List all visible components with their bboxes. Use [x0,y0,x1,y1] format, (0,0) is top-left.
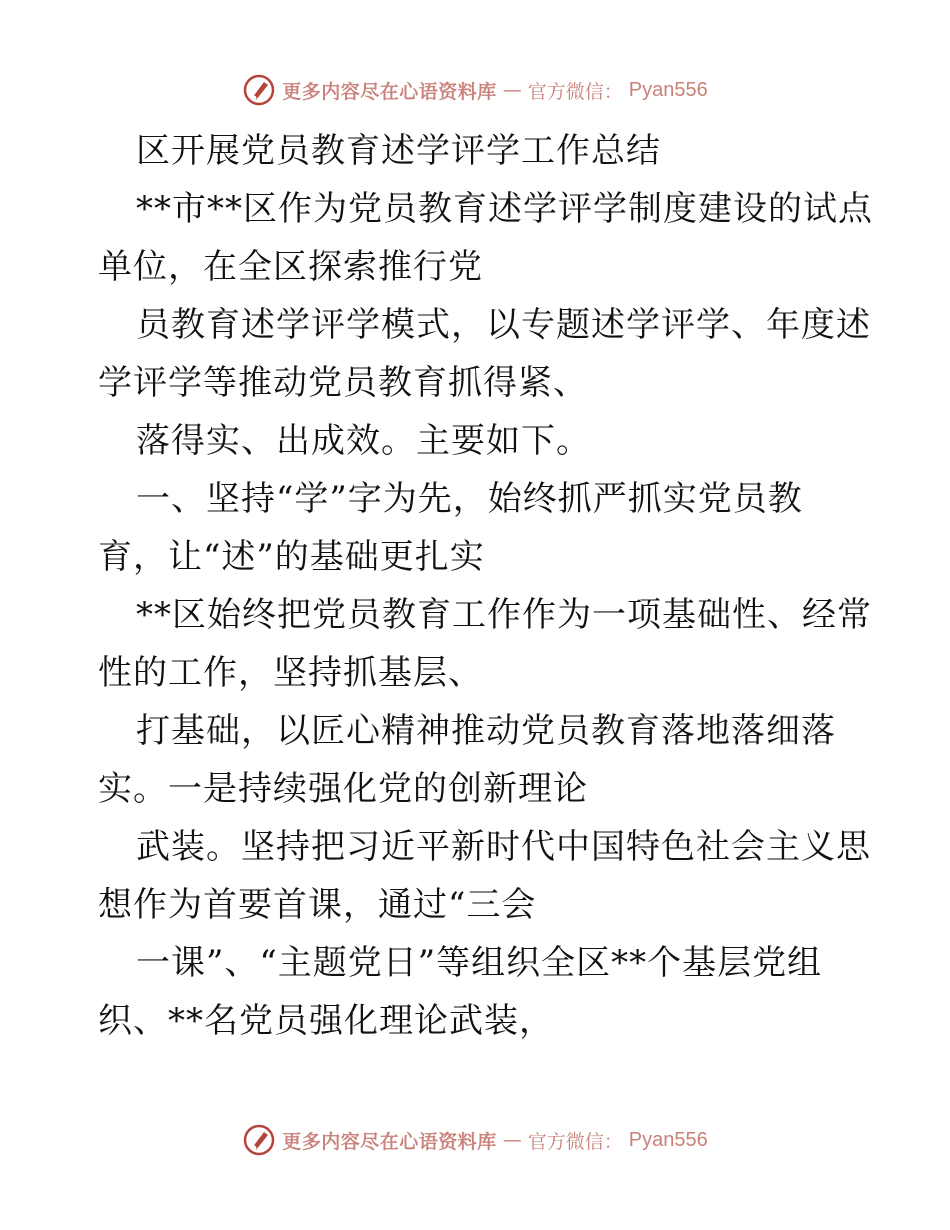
text-line: 育，让“述”的基础更扎实 [98,537,485,577]
watermark-separator: — [502,79,522,101]
fountain-pen-logo-icon [242,73,276,107]
watermark-wechat-label: 官方微信： [527,80,623,103]
watermark-separator: — [502,1129,522,1151]
text-line: 员教育述学评学模式，以专题述学评学、年度述 [136,305,871,345]
text-line: 性的工作，坚持抓基层、 [98,653,483,693]
text-line: **市**区作为党员教育述学评学制度建设的试点 [136,189,873,229]
footer-watermark [0,1120,950,1160]
document-body [98,122,873,1050]
fountain-pen-logo-icon [242,1123,276,1157]
text-line: 实。一是持续强化党的创新理论 [98,769,588,809]
text-line: 学评学等推动党员教育抓得紧、 [98,363,588,403]
watermark-site-text: 更多内容尽在心语资料库 [282,1130,497,1153]
text-line: 区开展党员教育述学评学工作总结 [136,131,661,171]
text-line: **区始终把党员教育工作作为一项基础性、经常 [136,595,872,635]
watermark-wechat-id: Pyan556 [628,1128,708,1151]
document-text [98,122,873,1050]
text-line: 一课”、“主题党日”等组织全区**个基层党组 [136,943,823,983]
watermark-wechat-id: Pyan556 [628,78,708,101]
text-line: 一、坚持“学”字为先，始终抓严抓实党员教 [136,479,803,519]
text-line: 武装。坚持把习近平新时代中国特色社会主义思 [136,827,871,867]
text-line: 落得实、出成效。主要如下。 [136,421,591,461]
text-line: 织、**名党员强化理论武装， [98,1001,554,1041]
header-watermark [0,70,950,110]
text-line: 想作为首要首课，通过“三会 [98,885,537,925]
watermark-wechat-label: 官方微信： [527,1130,623,1153]
watermark-site-text: 更多内容尽在心语资料库 [282,80,497,103]
text-line: 单位，在全区探索推行党 [98,247,483,287]
text-line: 打基础，以匠心精神推动党员教育落地落细落 [136,711,836,751]
